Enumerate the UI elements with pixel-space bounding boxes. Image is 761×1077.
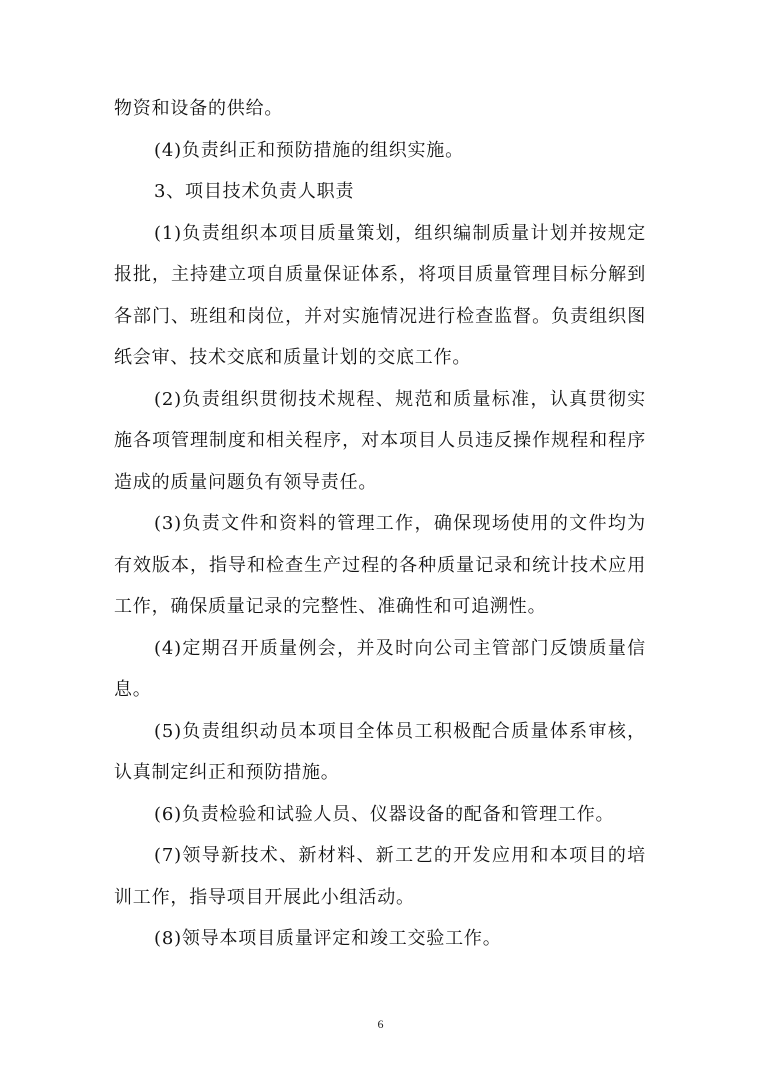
paragraph-item-4-corrective: (4)负责纠正和预防措施的组织实施。 xyxy=(154,139,464,161)
paragraph-item-8: (8)领导本项目质量评定和竣工交验工作。 xyxy=(154,928,502,949)
paragraph-continuation: 物资和设备的供给。 xyxy=(114,98,284,119)
paragraph-item-6: (6)负责检验和试验人员、仪器设备的配备和管理工作。 xyxy=(154,803,615,825)
document-body xyxy=(114,88,646,960)
paragraph-item-2: (2)负责组织贯彻技术规程、规范和质量标准，认真贯彻实施各项管理制度和相关程序，对本项目人员违反操作规程和程序造成的质量问题负有领导责任。 xyxy=(114,388,646,493)
paragraph-item-7: (7)领导新技术、新材料、新工艺的开发应用和本项目的培训工作，指导项目开展此小组活动。 xyxy=(114,845,646,908)
paragraph-item-1: (1)负责组织本项目质量策划，组织编制质量计划并按规定报批，主持建立项自质量保证体系，将项目质量管理目标分解到各部门、班组和岗位，并对实施情况进行检查监督。负责组织图纸会审、技术交底和质量计划的交底工作。 xyxy=(114,222,646,368)
paragraph-item-5: (5)负责组织动员本项目全体员工积极配合质量体系审核，认真制定纠正和预防措施。 xyxy=(114,720,646,783)
section-heading-tech-lead-duties: 3、项目技术负责人职责 xyxy=(154,181,355,202)
paragraph-item-4: (4)定期召开质量例会，并及时向公司主管部门反馈质量信息。 xyxy=(114,637,646,700)
page-number: 6 xyxy=(377,1017,384,1031)
paragraph-item-3: (3)负责文件和资料的管理工作，确保现场使用的文件均为有效版本，指导和检查生产过程的各种质量记录和统计技术应用工作，确保质量记录的完整性、准确性和可追溯性。 xyxy=(114,513,646,617)
